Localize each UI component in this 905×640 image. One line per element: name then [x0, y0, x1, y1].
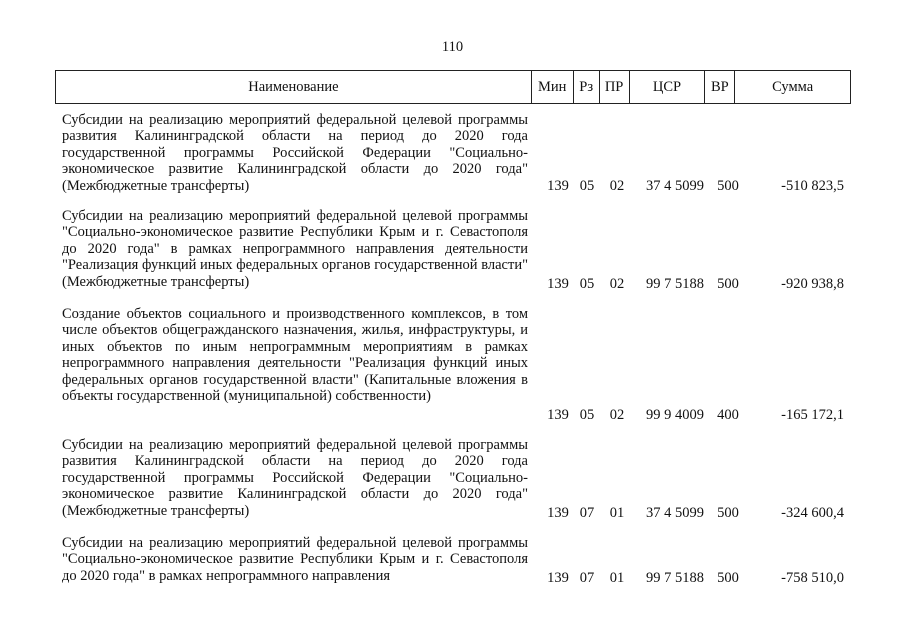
row-rz: 05 — [579, 406, 595, 423]
table-row — [0, 112, 905, 194]
header-rz: Рз — [573, 71, 599, 103]
row-pr: 02 — [609, 275, 625, 292]
row-csr: 99 7 5188 — [646, 569, 704, 586]
row-pr: 01 — [609, 569, 625, 586]
row-vr: 500 — [717, 504, 739, 521]
header-csr: ЦСР — [629, 71, 705, 103]
row-csr: 99 9 4009 — [646, 406, 704, 423]
row-rz: 05 — [579, 275, 595, 292]
table-header — [55, 70, 851, 104]
table-row — [0, 208, 905, 292]
row-sum: -758 510,0 — [781, 569, 844, 586]
header-sum: Сумма — [734, 71, 850, 103]
page-number: 110 — [441, 39, 464, 55]
row-min: 139 — [547, 504, 569, 521]
row-name: Создание объектов социального и производственного комплексов, в том числе объектов общегражданского назначения, жилья, инфраструктуры, и иных объектов по иным непрограммным мероприятиям в рамках непрограммного направления деятельности "Реализация функций иных федеральных органов государственной власти" (Капитальные вложения в объекты государственной (муниципальной) собственности) — [62, 306, 528, 405]
row-name: Субсидии на реализацию мероприятий федеральной целевой программы развития Калининградской области на период до 2020 года государственной программы Российской Федерации "Социально-экономическое развитие Калининградской области до 2020 года" (Межбюджетные трансферты) — [62, 437, 528, 519]
row-sum: -165 172,1 — [781, 406, 844, 423]
row-name: Субсидии на реализацию мероприятий федеральной целевой программы развития Калининградской области на период до 2020 года государственной программы Российской Федерации "Социально-экономическое развитие Калининградской области до 2020 года" (Межбюджетные трансферты) — [62, 112, 528, 194]
header-min: Мин — [531, 71, 573, 103]
row-sum: -510 823,5 — [781, 177, 844, 194]
row-csr: 37 4 5099 — [646, 504, 704, 521]
row-pr: 02 — [609, 177, 625, 194]
row-vr: 500 — [717, 275, 739, 292]
row-vr: 400 — [717, 406, 739, 423]
row-min: 139 — [547, 275, 569, 292]
row-pr: 01 — [609, 504, 625, 521]
row-rz: 07 — [579, 504, 595, 521]
row-csr: 99 7 5188 — [646, 275, 704, 292]
row-sum: -324 600,4 — [781, 504, 844, 521]
header-name: Наименование — [248, 78, 339, 95]
row-min: 139 — [547, 177, 569, 194]
row-pr: 02 — [609, 406, 625, 423]
row-name: Субсидии на реализацию мероприятий федеральной целевой программы "Социально-экономическое развитие Республики Крым и г. Севастополя до 2020 года" в рамках непрограммного направления — [62, 535, 528, 584]
row-vr: 500 — [717, 177, 739, 194]
header-vr: ВР — [704, 71, 734, 103]
row-sum: -920 938,8 — [781, 275, 844, 292]
row-csr: 37 4 5099 — [646, 177, 704, 194]
row-vr: 500 — [717, 569, 739, 586]
table-row — [0, 535, 905, 586]
row-min: 139 — [547, 569, 569, 586]
table-row — [0, 306, 905, 423]
header-pr: ПР — [599, 71, 629, 103]
row-rz: 07 — [579, 569, 595, 586]
row-min: 139 — [547, 406, 569, 423]
row-name: Субсидии на реализацию мероприятий федеральной целевой программы "Социально-экономическое развитие Республики Крым и г. Севастополя до 2020 года" в рамках непрограммного направления деятельности "Реализация функций иных федеральных органов государственной власти" (Межбюджетные трансферты) — [62, 208, 528, 290]
table-row — [0, 437, 905, 521]
row-rz: 05 — [579, 177, 595, 194]
